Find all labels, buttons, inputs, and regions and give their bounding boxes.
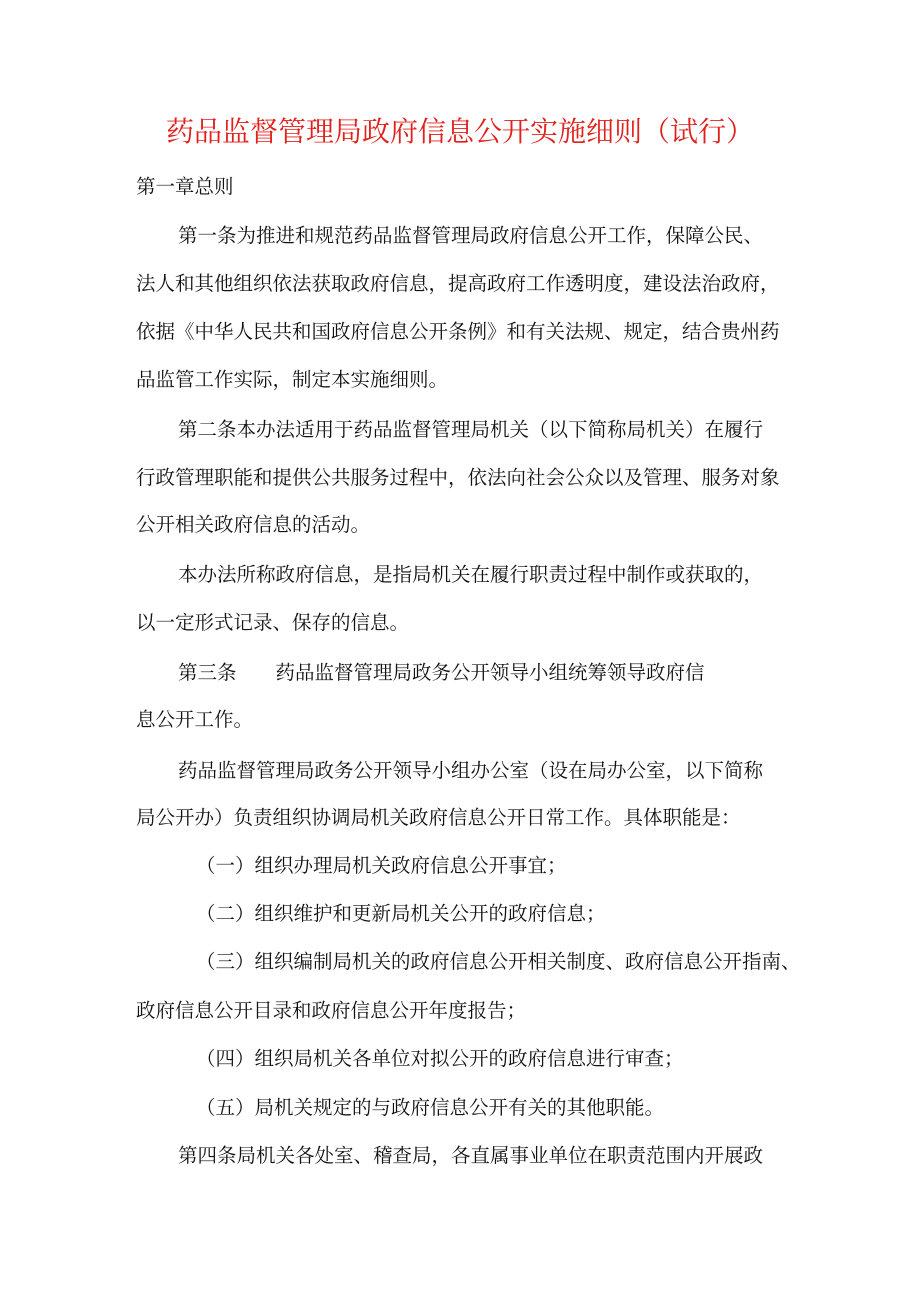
paragraph-line: 行政管理职能和提供公共服务过程中，依法向社会公众以及管理、服务对象 (136, 466, 780, 489)
list-item: （四）组织局机关各单位对拟公开的政府信息进行审查； (196, 1047, 684, 1070)
paragraph-line: 第一条为推进和规范药品监督管理局政府信息公开工作，保障公民、 (178, 224, 764, 247)
list-item: （二）组织维护和更新局机关公开的政府信息； (196, 902, 606, 925)
paragraph-line: 品监管工作实际，制定本实施细则。 (136, 368, 449, 391)
paragraph-line: 以一定形式记录、保存的信息。 (136, 611, 410, 634)
paragraph-line: 本办法所称政府信息，是指局机关在履行职责过程中制作或获取的， (178, 563, 764, 586)
paragraph-line: 政府信息公开目录和政府信息公开年度报告； (136, 999, 527, 1022)
paragraph-line: 第四条局机关各处室、稽查局，各直属事业单位在职责范围内开展政 (178, 1144, 764, 1167)
paragraph-line: 法人和其他组织依法获取政府信息，提高政府工作透明度，建设法治政府， (136, 272, 780, 295)
paragraph-line: 药品监督管理局政务公开领导小组办公室（设在局办公室，以下简称 (178, 759, 764, 782)
paragraph-line: 第二条本办法适用于药品监督管理局机关（以下简称局机关）在履行 (178, 418, 764, 441)
paragraph-line: 局公开办）负责组织协调局机关政府信息公开日常工作。具体职能是： (136, 806, 741, 829)
list-item: （五）局机关规定的与政府信息公开有关的其他职能。 (196, 1096, 665, 1119)
paragraph-line: 息公开工作。 (136, 708, 254, 731)
chapter-heading: 第一章总则 (136, 175, 234, 198)
paragraph-line: 第三条 药品监督管理局政务公开领导小组统筹领导政府信 (178, 661, 705, 684)
list-item: （一）组织办理局机关政府信息公开事宜； (196, 854, 567, 877)
paragraph-line: 公开相关政府信息的活动。 (136, 513, 371, 536)
list-item: （三）组织编制局机关的政府信息公开相关制度、政府信息公开指南、 (196, 950, 801, 973)
paragraph-line: 依据《中华人民共和国政府信息公开条例》和有关法规、规定，结合贵州药 (136, 320, 780, 343)
document-title: 药品监督管理局政府信息公开实施细则（试行） (165, 115, 754, 148)
